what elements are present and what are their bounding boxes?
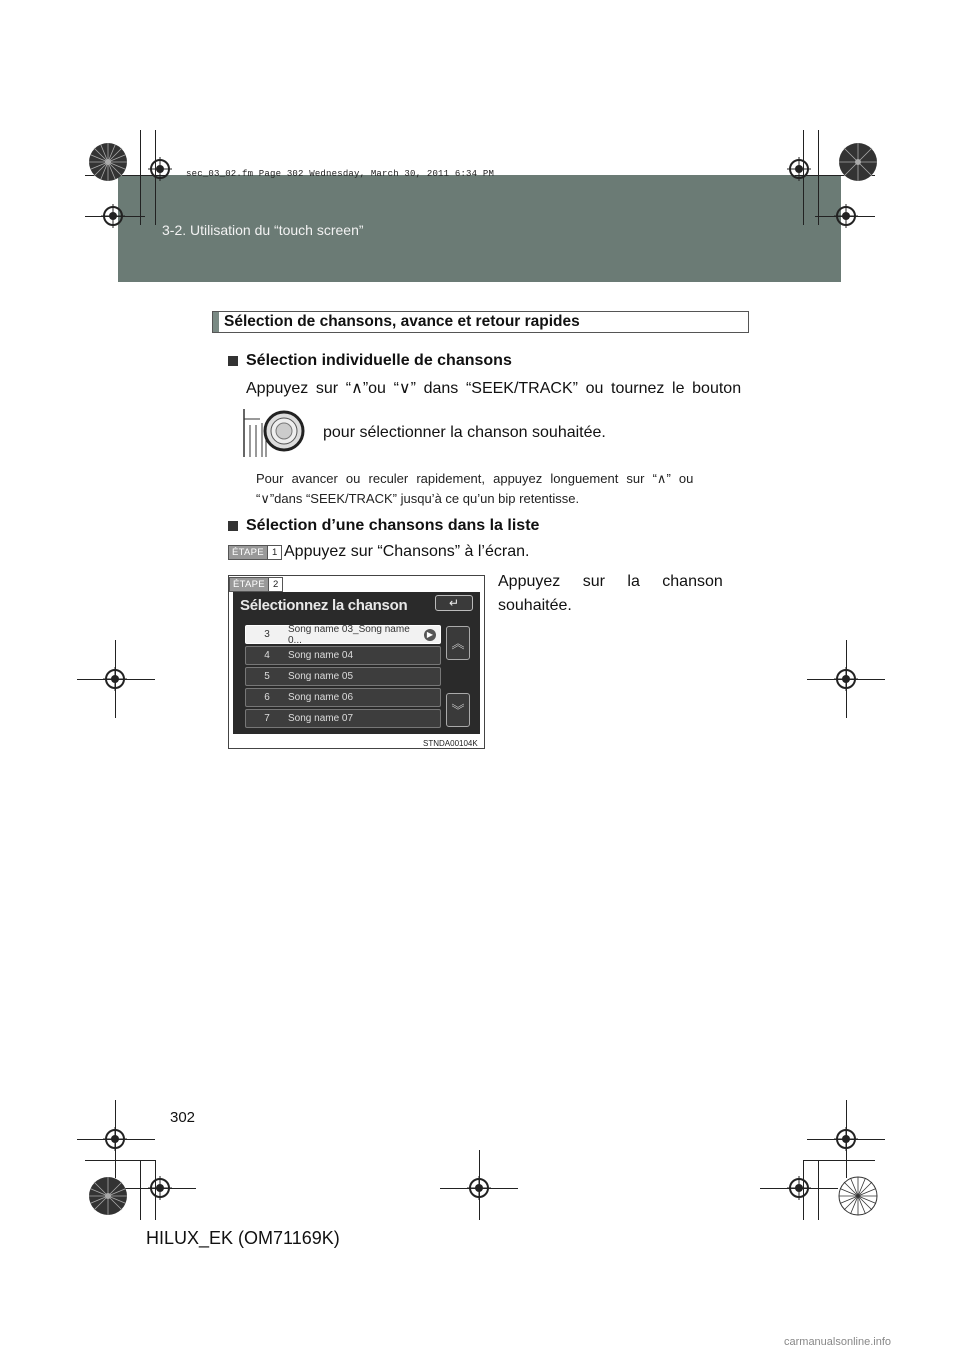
arrow-right-icon[interactable]: ▶ <box>424 629 436 641</box>
watermark: carmanualsonline.info <box>784 1336 892 1348</box>
registration-target-icon <box>103 667 127 691</box>
registration-target-icon <box>467 1176 491 1200</box>
page-number: 302 <box>170 1109 196 1126</box>
section-label: 3-2. Utilisation du “touch screen” <box>162 222 364 238</box>
figure-code: STNDA00104K <box>423 739 478 748</box>
registration-target-icon <box>148 157 172 181</box>
registration-target-icon <box>103 1127 127 1151</box>
step2-text-line: souhaitée. <box>498 597 572 614</box>
tune-knob-icon <box>242 405 308 457</box>
note-line: “∨”dans “SEEK/TRACK” jusqu’à ce qu’un bip retentisse. <box>256 491 580 506</box>
step1-text: Appuyez sur “Chansons” à l’écran. <box>284 543 530 560</box>
rosette-icon <box>88 142 128 182</box>
song-row[interactable]: 6 Song name 06 <box>245 688 441 707</box>
registration-target-icon <box>787 157 811 181</box>
song-row[interactable]: 5 Song name 05 <box>245 667 441 686</box>
instruction-line-continued: pour sélectionner la chanson souhaitée. <box>323 424 606 441</box>
footer-model-code: HILUX_EK (OM71169K) <box>146 1228 340 1248</box>
step-badge-1: ÉTAPE 1 <box>228 545 282 560</box>
rosette-icon <box>88 1176 128 1216</box>
section-title: Sélection de chansons, avance et retour rapides <box>224 313 580 330</box>
back-button[interactable]: ↵ <box>435 595 473 611</box>
instruction-line: Appuyez sur “∧”ou “∨” dans “SEEK/TRACK” ou tournez le bouton <box>246 380 742 397</box>
bullet-square-icon <box>228 521 238 531</box>
note-line: Pour avancer ou reculer rapidement, appuyez longuement sur “∧” ou <box>256 471 694 486</box>
registration-target-icon <box>834 204 858 228</box>
song-row[interactable]: 3 Song name 03_Song name 0... ▶ <box>245 625 441 644</box>
registration-target-icon <box>101 204 125 228</box>
registration-target-icon <box>834 667 858 691</box>
step-badge-2: ÉTAPE 2 <box>229 577 283 592</box>
subheading-individual: Sélection individuelle de chansons <box>246 352 512 369</box>
song-row[interactable]: 7 Song name 07 <box>245 709 441 728</box>
registration-target-icon <box>148 1176 172 1200</box>
file-stamp: sec_03_02.fm Page 302 Wednesday, March 30, 2011 6:34 PM <box>186 169 495 179</box>
bullet-square-icon <box>228 356 238 366</box>
scroll-up-button[interactable]: ︽ <box>446 626 470 660</box>
rosette-icon <box>838 142 878 182</box>
screen-title: Sélectionnez la chanson <box>240 597 408 614</box>
registration-target-icon <box>834 1127 858 1151</box>
song-row[interactable]: 4 Song name 04 <box>245 646 441 665</box>
subheading-list: Sélection d’une chansons dans la liste <box>246 517 540 534</box>
registration-target-icon <box>787 1176 811 1200</box>
step2-text-line: Appuyez sur la chanson <box>498 573 723 590</box>
scroll-down-button[interactable]: ︾ <box>446 693 470 727</box>
rosette-icon <box>838 1176 878 1216</box>
